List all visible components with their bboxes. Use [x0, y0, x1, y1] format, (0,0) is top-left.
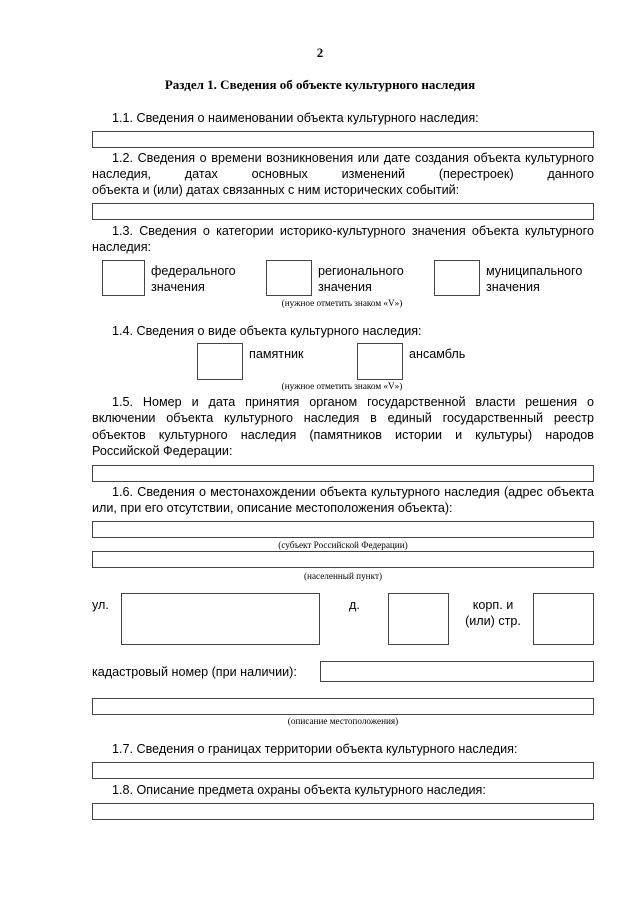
- building-label-1: корп. и: [472, 598, 514, 612]
- page-number: 2: [316, 45, 324, 60]
- section-1-2-line2: наследия, датах основных изменений (перестроек) данного: [92, 167, 594, 181]
- street-label: ул.: [92, 598, 109, 612]
- section-1-5-line2: включении объекта культурного наследия в единый государственный реестр: [92, 411, 594, 425]
- section-1-5-line1: 1.5. Номер и дата принятия органом государственной власти решения о: [112, 395, 594, 409]
- section-1-6-line1: 1.6. Сведения о местонахождении объекта культурного наследия (адрес объекта: [112, 485, 594, 499]
- regional-label-2: значения: [318, 280, 372, 294]
- locality-field[interactable]: [92, 551, 594, 568]
- section-1-1-label: 1.1. Сведения о наименовании объекта культурного наследия:: [112, 111, 479, 125]
- section-1-2-line1: 1.2. Сведения о времени возникновения или дате создания объекта культурного: [112, 151, 594, 165]
- decision-field[interactable]: [92, 465, 594, 482]
- section-title: Раздел 1. Сведения об объекте культурного наследия: [164, 77, 476, 92]
- federal-label-1: федерального: [151, 264, 236, 278]
- regional-checkbox[interactable]: [266, 260, 312, 296]
- section-1-2-line3: объекта и (или) датах связанных с ним исторических событий:: [92, 183, 460, 197]
- section-1-5-line4: Российской Федерации:: [92, 444, 233, 458]
- house-label: д.: [349, 598, 360, 612]
- locality-caption: (населенный пункт): [303, 571, 383, 581]
- cadastral-field[interactable]: [320, 661, 594, 682]
- protection-field[interactable]: [92, 803, 594, 820]
- location-description-field[interactable]: [92, 698, 594, 715]
- location-caption: (описание местоположения): [287, 716, 399, 726]
- subject-caption: (субъект Российской Федерации): [278, 540, 408, 550]
- category-hint: (нужное отметить знаком «V»): [281, 298, 403, 308]
- section-1-8-label: 1.8. Описание предмета охраны объекта культурного наследия:: [112, 783, 486, 797]
- section-1-3-line1: 1.3. Сведения о категории историко-культурного значения объекта культурного: [112, 224, 594, 238]
- monument-label: памятник: [249, 347, 304, 361]
- house-field[interactable]: [388, 593, 449, 645]
- type-hint: (нужное отметить знаком «V»): [281, 381, 403, 391]
- building-label-2: (или) стр.: [465, 614, 521, 628]
- section-1-6-line2: или, при его отсутствии, описание местоположения объекта):: [92, 501, 453, 515]
- ensemble-checkbox[interactable]: [357, 343, 403, 380]
- building-field[interactable]: [533, 593, 594, 645]
- street-field[interactable]: [121, 593, 320, 645]
- cadastral-label: кадастровый номер (при наличии):: [92, 665, 297, 679]
- regional-label-1: регионального: [318, 264, 404, 278]
- date-field[interactable]: [92, 203, 594, 220]
- federal-checkbox[interactable]: [102, 260, 145, 296]
- municipal-checkbox[interactable]: [434, 260, 480, 296]
- territory-field[interactable]: [92, 762, 594, 779]
- subject-field[interactable]: [92, 521, 594, 538]
- section-1-5-line3: объектов культурного наследия (памятников истории и культуры) народов: [92, 428, 594, 442]
- ensemble-label: ансамбль: [409, 347, 466, 361]
- municipal-label-2: значения: [486, 280, 540, 294]
- federal-label-2: значения: [151, 280, 205, 294]
- name-field[interactable]: [92, 131, 594, 148]
- section-1-7-label: 1.7. Сведения о границах территории объекта культурного наследия:: [112, 742, 518, 756]
- section-1-3-line2: наследия:: [92, 240, 152, 254]
- section-1-4-label: 1.4. Сведения о виде объекта культурного наследия:: [112, 324, 422, 338]
- municipal-label-1: муниципального: [486, 264, 583, 278]
- monument-checkbox[interactable]: [197, 343, 243, 380]
